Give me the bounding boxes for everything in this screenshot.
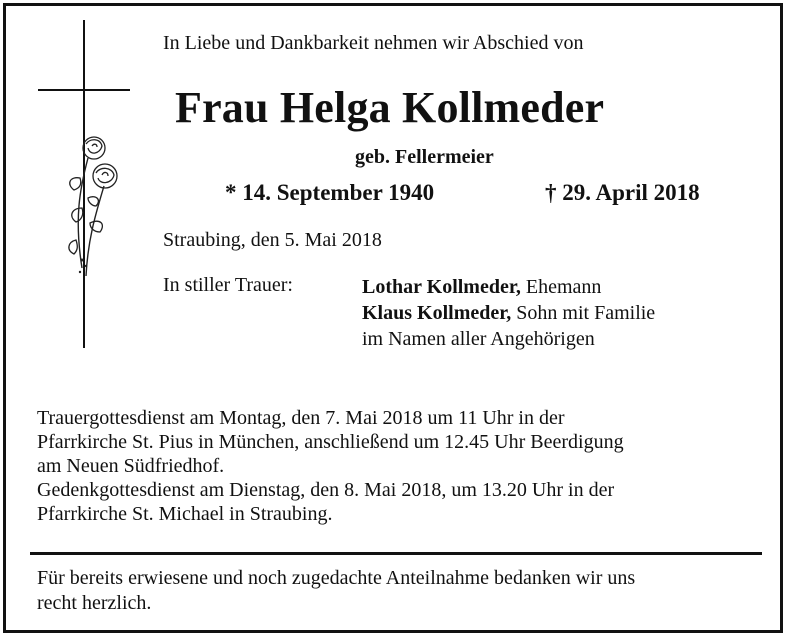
mourner-relation: Sohn mit Familie — [511, 302, 656, 324]
place-date: Straubing, den 5. Mai 2018 — [163, 229, 382, 251]
thanks-line: Für bereits erwiesene und noch zugedachte Anteilnahme bedanken wir uns — [37, 567, 636, 589]
intro-text: In Liebe und Dankbarkeit nehmen wir Abschied von — [163, 32, 584, 54]
mourner-relation: Ehemann — [520, 276, 602, 298]
service-line: Gedenkgottesdienst am Dienstag, den 8. Mai 2018, um 13.20 Uhr in der — [37, 479, 615, 501]
service-line: am Neuen Südfriedhof. — [37, 455, 225, 477]
deceased-name: Frau Helga Kollmeder — [175, 83, 605, 132]
birth-date: * 14. September 1940 — [225, 180, 435, 205]
section-divider — [30, 552, 762, 555]
service-details — [37, 406, 624, 526]
thanks-line: recht herzlich. — [37, 592, 152, 614]
mourning-label: In stiller Trauer: — [163, 274, 293, 296]
mourners-list — [362, 274, 655, 352]
mourner-entry — [362, 274, 655, 300]
mourner-name: Lothar Kollmeder, — [362, 276, 521, 298]
service-line: Pfarrkirche St. Pius in München, anschließend um 12.45 Uhr Beerdigung — [37, 431, 624, 453]
service-line: Pfarrkirche St. Michael in Straubing. — [37, 503, 333, 525]
maiden-name: geb. Fellermeier — [355, 146, 494, 168]
cross-with-roses-icon — [30, 18, 140, 358]
service-line: Trauergottesdienst am Montag, den 7. Mai 2018 um 11 Uhr in der — [37, 407, 565, 429]
thanks-text — [37, 566, 635, 616]
mourner-name: Klaus Kollmeder, — [362, 302, 512, 324]
mourners-closing: im Namen aller Angehörigen — [362, 328, 595, 350]
death-date: † 29. April 2018 — [545, 180, 700, 205]
mourner-entry — [362, 300, 655, 326]
